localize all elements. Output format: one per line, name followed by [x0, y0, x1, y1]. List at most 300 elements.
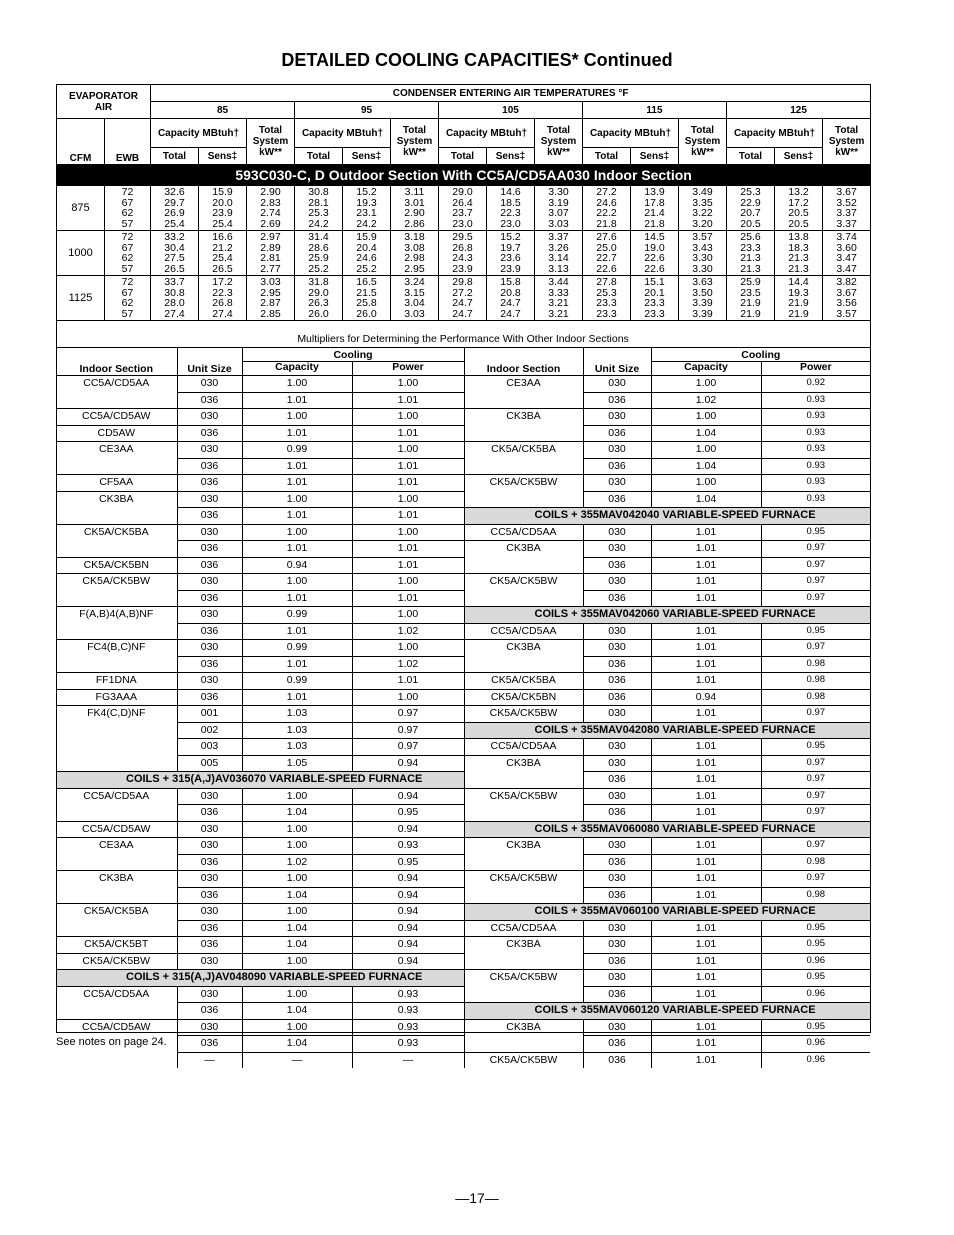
capacity-multiplier-cell: 1.00 — [242, 904, 352, 921]
unit-size-cell: 030 — [177, 821, 242, 838]
page-number: —17— — [455, 1190, 499, 1206]
furnace-group-header: COILS + 315(A,J)AV048090 VARIABLE-SPEED FURNACE — [56, 970, 464, 987]
power-multiplier-cell: 0.97 — [761, 871, 870, 888]
value-cell: 15.2 19.7 23.6 23.9 — [487, 231, 535, 276]
value-cell: 14.5 19.0 22.6 22.6 — [631, 231, 679, 276]
value-cell: 14.4 19.3 21.9 21.9 — [775, 276, 823, 321]
value-cell: 3.18 3.08 2.98 2.95 — [391, 231, 439, 276]
unit-size-cell: 030 — [583, 442, 651, 459]
furnace-group-header: COILS + 355MAV042060 VARIABLE-SPEED FURNACE — [464, 607, 870, 624]
indoor-section-cell — [464, 458, 583, 475]
unit-size-cell: 030 — [177, 640, 242, 657]
unit-size-cell: 030 — [583, 541, 651, 558]
capacity-multiplier-cell: 1.01 — [242, 425, 352, 442]
capacity-multiplier-cell: 1.02 — [651, 392, 761, 409]
cfm-cell: 1000 — [57, 231, 105, 276]
multiplier-row — [56, 491, 870, 508]
temp-95-header: 95 — [295, 102, 439, 119]
indoor-section-cell — [56, 508, 177, 525]
furnace-group-header: COILS + 315(A,J)AV036070 VARIABLE-SPEED FURNACE — [56, 772, 464, 789]
capacity-multiplier-cell: 1.00 — [651, 409, 761, 426]
capacity-multiplier-cell: 1.01 — [651, 937, 761, 954]
unit-size-cell: 030 — [583, 970, 651, 987]
capacity-multiplier-cell: 1.01 — [651, 755, 761, 772]
multiplier-row — [56, 557, 870, 574]
sens-header: Sens‡ — [631, 148, 679, 165]
multiplier-row — [56, 1019, 870, 1036]
indoor-section-cell: CD5AW — [56, 425, 177, 442]
unit-size-cell: 036 — [177, 508, 242, 525]
power-multiplier-cell: 1.00 — [352, 442, 464, 459]
indoor-section-cell — [464, 557, 583, 574]
indoor-section-cell: CE3AA — [56, 838, 177, 855]
unit-size-cell: 036 — [583, 953, 651, 970]
indoor-section-cell: CC5A/CD5AW — [56, 409, 177, 426]
furnace-group-header: COILS + 355MAV060120 VARIABLE-SPEED FURNACE — [464, 1003, 870, 1020]
capacity-header: Capacity MBtuh† — [295, 119, 391, 148]
indoor-section-cell — [56, 722, 177, 739]
indoor-section-cell — [56, 1052, 177, 1068]
capacity-multiplier-cell: 1.01 — [242, 623, 352, 640]
indoor-section-cell — [464, 491, 583, 508]
cfm-cell: 875 — [57, 186, 105, 231]
capacity-multiplier-cell: 1.03 — [242, 706, 352, 723]
indoor-section-cell — [56, 920, 177, 937]
total-header: Total — [439, 148, 487, 165]
ewb-header: EWB — [105, 119, 151, 165]
capacity-multiplier-cell: 1.01 — [651, 772, 761, 789]
value-cell: 16.6 21.2 25.4 26.5 — [199, 231, 247, 276]
power-multiplier-cell: 0.93 — [352, 1019, 464, 1036]
indoor-section-cell: CK5A/CK5BW — [464, 871, 583, 888]
unit-size-cell: 036 — [583, 491, 651, 508]
unit-size-cell: 036 — [177, 458, 242, 475]
value-cell: 25.9 23.5 21.9 21.9 — [727, 276, 775, 321]
value-cell: 3.11 3.01 2.90 2.86 — [391, 186, 439, 231]
multiplier-row — [56, 458, 870, 475]
multiplier-row — [56, 475, 870, 492]
unit-size-cell: 036 — [177, 541, 242, 558]
value-cell: 3.44 3.33 3.21 3.21 — [535, 276, 583, 321]
power-multiplier-cell: 0.95 — [761, 920, 870, 937]
value-cell: 13.9 17.8 21.4 21.8 — [631, 186, 679, 231]
value-cell: 14.6 18.5 22.3 23.0 — [487, 186, 535, 231]
furnace-group-header: COILS + 355MAV060100 VARIABLE-SPEED FURNACE — [464, 904, 870, 921]
capacity-multiplier-cell: 0.99 — [242, 442, 352, 459]
indoor-section-cell: CK5A/CK5BW — [464, 574, 583, 591]
multiplier-row — [56, 623, 870, 640]
indoor-section-cell — [464, 953, 583, 970]
capacity-multiplier-cell: 1.01 — [651, 574, 761, 591]
sens-header: Sens‡ — [775, 148, 823, 165]
ewb-cell: 72 67 62 57 — [105, 276, 151, 321]
power-multiplier-cell: 1.01 — [352, 508, 464, 525]
total-header: Total — [295, 148, 343, 165]
power-multiplier-cell: 0.94 — [352, 904, 464, 921]
power-multiplier-cell: 0.94 — [352, 953, 464, 970]
power-multiplier-cell: 1.00 — [352, 607, 464, 624]
multiplier-row — [56, 755, 870, 772]
multiplier-row — [56, 541, 870, 558]
capacity-header: Capacity — [242, 362, 352, 376]
multiplier-row — [56, 673, 870, 690]
multiplier-row — [56, 871, 870, 888]
capacity-multiplier-cell: 1.01 — [651, 1052, 761, 1068]
furnace-group-header: COILS + 355MAV060080 VARIABLE-SPEED FURNACE — [464, 821, 870, 838]
capacity-multiplier-cell: 1.04 — [651, 425, 761, 442]
unit-size-header: Unit Size — [177, 348, 242, 376]
temp-115-header: 115 — [583, 102, 727, 119]
indoor-section-cell — [56, 623, 177, 640]
value-cell: 3.74 3.60 3.47 3.47 — [823, 231, 871, 276]
evaporator-air-header: EVAPORATOR AIR — [57, 85, 151, 119]
multiplier-row — [56, 772, 870, 789]
power-multiplier-cell: 1.00 — [352, 689, 464, 706]
unit-size-cell: 030 — [177, 986, 242, 1003]
power-multiplier-cell: 0.94 — [352, 871, 464, 888]
value-cell: 27.8 25.3 23.3 23.3 — [583, 276, 631, 321]
power-multiplier-cell: 0.93 — [761, 409, 870, 426]
capacity-multiplier-cell: 1.01 — [651, 590, 761, 607]
power-header: Power — [352, 362, 464, 376]
indoor-section-cell: CK3BA — [56, 871, 177, 888]
unit-size-cell: 036 — [583, 673, 651, 690]
multiplier-row — [56, 854, 870, 871]
power-header: Power — [800, 361, 832, 373]
capacity-multiplier-cell: 1.00 — [242, 788, 352, 805]
power-multiplier-cell: 1.01 — [352, 557, 464, 574]
unit-size-cell: 030 — [583, 409, 651, 426]
capacity-multiplier-cell: — — [242, 1052, 352, 1068]
power-multiplier-cell: 0.96 — [761, 1036, 870, 1053]
indoor-section-cell: CK3BA — [464, 541, 583, 558]
multipliers-table — [56, 332, 870, 1068]
multiplier-row — [56, 1036, 870, 1053]
power-multiplier-cell: 0.98 — [761, 854, 870, 871]
capacity-multiplier-cell: 1.00 — [242, 409, 352, 426]
indoor-section-cell — [464, 590, 583, 607]
temp-125-header: 125 — [727, 102, 871, 119]
indoor-section-cell: CK5A/CK5BN — [464, 689, 583, 706]
capacity-multiplier-cell: 1.00 — [242, 821, 352, 838]
capacity-multiplier-cell: 1.01 — [651, 557, 761, 574]
power-multiplier-cell: 1.00 — [352, 640, 464, 657]
power-multiplier-cell: 1.00 — [352, 409, 464, 426]
indoor-section-cell — [56, 854, 177, 871]
indoor-section-cell — [464, 986, 583, 1003]
indoor-section-cell: CC5A/CD5AA — [56, 986, 177, 1003]
power-multiplier-cell: 0.96 — [761, 986, 870, 1003]
unit-size-cell: 036 — [583, 425, 651, 442]
unit-size-cell: 030 — [583, 1019, 651, 1036]
unit-size-cell: 036 — [583, 1036, 651, 1053]
multiplier-row — [56, 409, 870, 426]
value-cell: 30.8 28.1 25.3 24.2 — [295, 186, 343, 231]
multiplier-row — [56, 887, 870, 904]
capacity-multiplier-cell: 1.01 — [651, 871, 761, 888]
power-multiplier-cell: 0.97 — [761, 788, 870, 805]
indoor-section-cell: CK5A/CK5BW — [56, 953, 177, 970]
cooling-header: Cooling — [651, 348, 870, 362]
capacity-multiplier-cell: 1.01 — [242, 475, 352, 492]
power-multiplier-cell: 0.98 — [761, 673, 870, 690]
power-multiplier-cell: 0.93 — [761, 491, 870, 508]
unit-size-cell: 030 — [583, 640, 651, 657]
indoor-section-cell: CK3BA — [464, 838, 583, 855]
capacity-multiplier-cell: 1.00 — [651, 442, 761, 459]
power-multiplier-cell: 1.00 — [352, 574, 464, 591]
indoor-section-cell: CK3BA — [56, 491, 177, 508]
value-cell: 16.5 21.5 25.8 26.0 — [343, 276, 391, 321]
indoor-section-cell: CK3BA — [464, 409, 583, 426]
multiplier-row — [56, 656, 870, 673]
total-header: Total — [151, 148, 199, 165]
value-cell: 27.6 25.0 22.7 22.6 — [583, 231, 631, 276]
multiplier-row — [56, 1003, 870, 1020]
power-multiplier-cell: 0.97 — [761, 838, 870, 855]
furnace-group-header: COILS + 355MAV042040 VARIABLE-SPEED FURNACE — [464, 508, 870, 525]
multiplier-row — [56, 376, 870, 393]
indoor-section-cell: CE3AA — [56, 442, 177, 459]
indoor-section-cell: CK3BA — [464, 937, 583, 954]
capacity-multiplier-cell: 1.03 — [242, 739, 352, 756]
indoor-section-cell — [56, 739, 177, 756]
indoor-section-cell — [56, 887, 177, 904]
unit-size-cell: 036 — [177, 475, 242, 492]
unit-size-cell: 030 — [177, 442, 242, 459]
unit-size-cell: 036 — [177, 392, 242, 409]
capacity-header: Capacity MBtuh† — [583, 119, 679, 148]
unit-size-cell: 030 — [583, 788, 651, 805]
capacity-multiplier-cell: 1.01 — [651, 838, 761, 855]
unit-size-cell: 005 — [177, 755, 242, 772]
power-multiplier-cell: 0.93 — [352, 986, 464, 1003]
power-multiplier-cell: 0.95 — [352, 805, 464, 822]
capacity-multiplier-cell: 1.00 — [242, 1019, 352, 1036]
indoor-section-cell: FC4(B,C)NF — [56, 640, 177, 657]
unit-size-cell: 030 — [177, 409, 242, 426]
unit-size-cell: 036 — [177, 1036, 242, 1053]
capacity-multiplier-cell: 1.00 — [242, 871, 352, 888]
power-multiplier-cell: 0.95 — [352, 854, 464, 871]
value-cell: 31.4 28.6 25.9 25.2 — [295, 231, 343, 276]
indoor-section-cell — [464, 887, 583, 904]
capacity-multiplier-cell: 1.01 — [651, 623, 761, 640]
indoor-section-cell — [56, 656, 177, 673]
capacity-multiplier-cell: 1.01 — [242, 689, 352, 706]
capacity-multiplier-cell: 1.01 — [651, 1019, 761, 1036]
power-multiplier-cell: 0.97 — [352, 706, 464, 723]
power-multiplier-cell: 1.01 — [352, 673, 464, 690]
unit-size-cell: 036 — [583, 590, 651, 607]
power-multiplier-cell: 0.95 — [761, 1019, 870, 1036]
power-multiplier-cell: 0.95 — [761, 970, 870, 987]
temp-105-header: 105 — [439, 102, 583, 119]
unit-size-cell: 030 — [177, 904, 242, 921]
unit-size-cell: 030 — [583, 871, 651, 888]
power-multiplier-cell: 0.94 — [352, 755, 464, 772]
ewb-cell: 72 67 62 57 — [105, 186, 151, 231]
value-cell: 3.24 3.15 3.04 3.03 — [391, 276, 439, 321]
unit-size-cell: 036 — [177, 557, 242, 574]
capacity-multiplier-cell: 1.05 — [242, 755, 352, 772]
value-cell: 25.3 22.9 20.7 20.5 — [727, 186, 775, 231]
cooling-row — [57, 186, 871, 231]
multiplier-row — [56, 1052, 870, 1068]
power-multiplier-cell: 0.98 — [761, 656, 870, 673]
multiplier-row — [56, 739, 870, 756]
value-cell: 29.5 26.8 24.3 23.9 — [439, 231, 487, 276]
indoor-section-cell: CK5A/CK5BA — [56, 524, 177, 541]
capacity-multiplier-cell: 0.99 — [242, 673, 352, 690]
multiplier-row — [56, 392, 870, 409]
indoor-section-cell — [464, 1036, 583, 1053]
cooling-row — [57, 276, 871, 321]
multiplier-row — [56, 640, 870, 657]
capacity-multiplier-cell: 1.01 — [242, 541, 352, 558]
condenser-temp-header: CONDENSER ENTERING AIR TEMPERATURES °F — [151, 85, 871, 102]
power-multiplier-cell: 0.95 — [761, 937, 870, 954]
total-system-kw-header: Total System kW** — [535, 119, 583, 165]
capacity-multiplier-cell: 1.01 — [651, 920, 761, 937]
capacity-multiplier-cell: 0.99 — [242, 607, 352, 624]
power-multiplier-cell: 0.93 — [352, 838, 464, 855]
multiplier-row — [56, 524, 870, 541]
value-cell: 3.49 3.35 3.22 3.20 — [679, 186, 727, 231]
capacity-header: Capacity MBtuh† — [439, 119, 535, 148]
power-multiplier-cell: 0.98 — [761, 689, 870, 706]
power-multiplier-cell: 0.97 — [761, 590, 870, 607]
multiplier-row — [56, 953, 870, 970]
capacity-multiplier-cell: 1.04 — [242, 1003, 352, 1020]
indoor-section-cell: CK5A/CK5BA — [464, 442, 583, 459]
capacity-multiplier-cell: 1.01 — [651, 953, 761, 970]
power-multiplier-cell: 0.98 — [761, 887, 870, 904]
indoor-section-cell: CC5A/CD5AA — [464, 524, 583, 541]
capacity-header: Capacity MBtuh† — [151, 119, 247, 148]
multiplier-row — [56, 970, 870, 987]
temp-85-header: 85 — [151, 102, 295, 119]
power-multiplier-cell: 0.97 — [761, 640, 870, 657]
cooling-header: Cooling — [242, 348, 464, 362]
indoor-section-cell: CC5A/CD5AA — [464, 920, 583, 937]
indoor-section-cell: CK5A/CK5BW — [464, 706, 583, 723]
power-multiplier-cell: 1.01 — [352, 425, 464, 442]
capacity-multiplier-cell: 1.04 — [242, 937, 352, 954]
power-multiplier-cell: 0.93 — [761, 458, 870, 475]
sens-header: Sens‡ — [343, 148, 391, 165]
unit-size-cell: 030 — [177, 491, 242, 508]
unit-size-cell: 036 — [177, 1003, 242, 1020]
unit-size-header: Unit Size — [583, 348, 651, 376]
power-multiplier-cell: 0.93 — [352, 1003, 464, 1020]
power-multiplier-cell: 0.97 — [761, 557, 870, 574]
indoor-section-cell: CK5A/CK5BT — [56, 937, 177, 954]
capacity-multiplier-cell: 0.94 — [242, 557, 352, 574]
unit-size-cell: 001 — [177, 706, 242, 723]
multiplier-row — [56, 442, 870, 459]
capacity-multiplier-cell: 1.01 — [242, 392, 352, 409]
power-multiplier-cell: 1.01 — [352, 475, 464, 492]
indoor-section-cell — [464, 854, 583, 871]
power-multiplier-cell: 0.97 — [352, 722, 464, 739]
unit-size-cell: 036 — [177, 937, 242, 954]
power-multiplier-cell: 1.01 — [352, 458, 464, 475]
value-cell: 3.63 3.50 3.39 3.39 — [679, 276, 727, 321]
value-cell: 15.2 19.3 23.1 24.2 — [343, 186, 391, 231]
capacity-multiplier-cell: 1.02 — [242, 854, 352, 871]
value-cell: 33.2 30.4 27.5 26.5 — [151, 231, 199, 276]
power-multiplier-cell: 0.93 — [761, 392, 870, 409]
value-cell: 25.6 23.3 21.3 21.3 — [727, 231, 775, 276]
indoor-section-cell: CF5AA — [56, 475, 177, 492]
capacity-multiplier-cell: 1.01 — [651, 541, 761, 558]
power-multiplier-cell: 0.93 — [761, 475, 870, 492]
capacity-multiplier-cell: 1.01 — [242, 590, 352, 607]
power-multiplier-cell: 0.94 — [352, 887, 464, 904]
indoor-section-cell — [56, 590, 177, 607]
unit-size-cell: 036 — [583, 689, 651, 706]
indoor-section-cell: CK5A/CK5BA — [464, 673, 583, 690]
unit-size-cell: 030 — [583, 475, 651, 492]
unit-size-cell: 030 — [177, 871, 242, 888]
value-cell: 13.8 18.3 21.3 21.3 — [775, 231, 823, 276]
indoor-section-cell — [464, 392, 583, 409]
unit-size-cell: 002 — [177, 722, 242, 739]
footnote: See notes on page 24. — [56, 1036, 167, 1048]
power-multiplier-cell: 0.94 — [352, 920, 464, 937]
multiplier-row — [56, 821, 870, 838]
capacity-header: Capacity MBtuh† — [727, 119, 823, 148]
unit-size-cell: 030 — [583, 920, 651, 937]
capacity-multiplier-cell: 0.94 — [651, 689, 761, 706]
indoor-section-cell — [56, 458, 177, 475]
total-system-kw-header: Total System kW** — [679, 119, 727, 165]
power-multiplier-cell: 0.95 — [761, 623, 870, 640]
power-multiplier-cell: 0.96 — [761, 953, 870, 970]
unit-size-cell: 030 — [583, 755, 651, 772]
value-cell: 3.82 3.67 3.56 3.57 — [823, 276, 871, 321]
unit-size-cell: 030 — [583, 838, 651, 855]
unit-size-cell: 030 — [583, 937, 651, 954]
power-multiplier-cell: 0.97 — [761, 541, 870, 558]
unit-size-cell: 036 — [583, 557, 651, 574]
indoor-section-cell: FF1DNA — [56, 673, 177, 690]
indoor-section-cell: CK5A/CK5BW — [464, 1052, 583, 1068]
power-multiplier-cell: 1.02 — [352, 656, 464, 673]
cooling-capacity-table — [56, 84, 871, 321]
capacity-multiplier-cell: 1.00 — [242, 838, 352, 855]
value-cell: 17.2 22.3 26.8 27.4 — [199, 276, 247, 321]
indoor-section-cell — [56, 541, 177, 558]
capacity-multiplier-cell: 1.04 — [242, 1036, 352, 1053]
power-multiplier-cell: 0.97 — [761, 706, 870, 723]
indoor-section-cell: CK5A/CK5BW — [464, 475, 583, 492]
power-multiplier-cell: 0.97 — [761, 574, 870, 591]
unit-size-cell: 036 — [583, 656, 651, 673]
value-cell: 31.8 29.0 26.3 26.0 — [295, 276, 343, 321]
unit-size-cell: 030 — [177, 953, 242, 970]
power-multiplier-cell: 0.97 — [761, 755, 870, 772]
indoor-section-cell: CC5A/CD5AA — [56, 788, 177, 805]
capacity-multiplier-cell: 1.01 — [651, 887, 761, 904]
indoor-section-cell: FK4(C,D)NF — [56, 706, 177, 723]
indoor-section-header: Indoor Section — [56, 348, 177, 376]
unit-size-cell: 036 — [177, 689, 242, 706]
unit-size-cell: 030 — [177, 376, 242, 393]
unit-size-cell: 030 — [583, 574, 651, 591]
capacity-multiplier-cell: 1.00 — [242, 953, 352, 970]
